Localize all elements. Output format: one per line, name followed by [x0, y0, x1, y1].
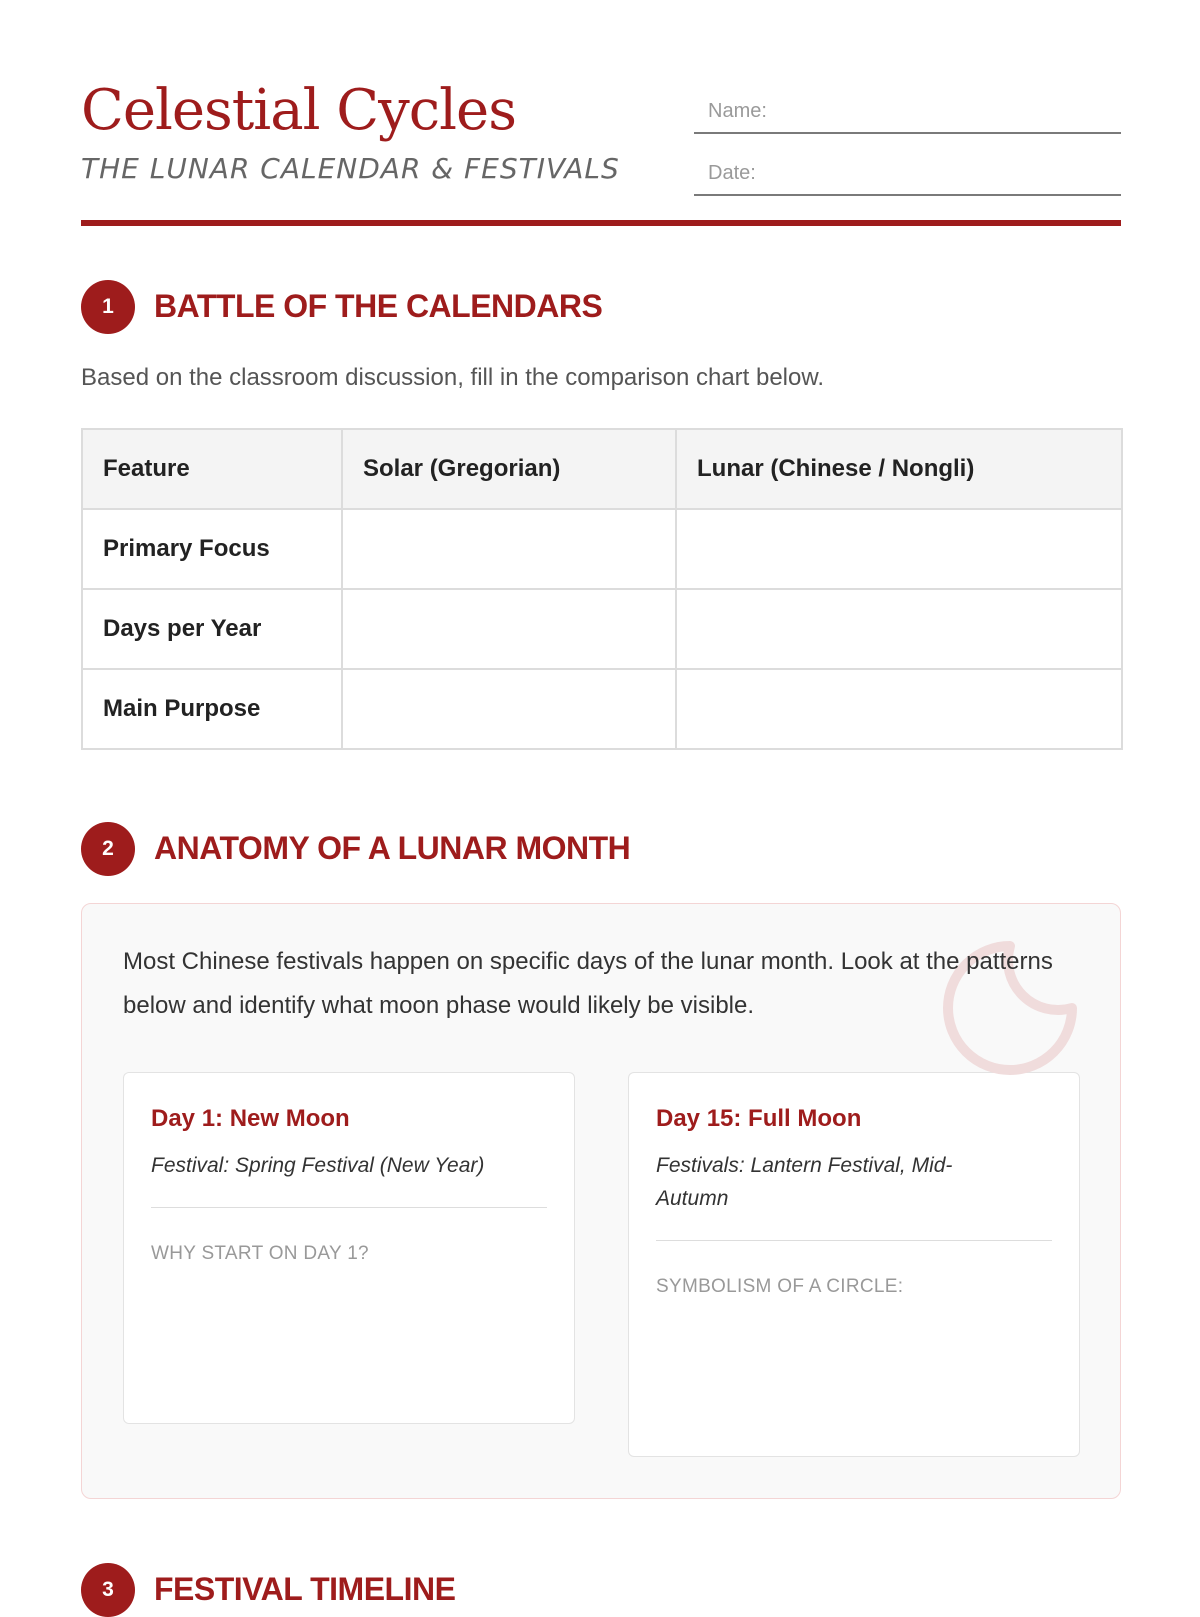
section-title: FESTIVAL TIMELINE — [154, 1571, 456, 1607]
section-title: BATTLE OF THE CALENDARS — [154, 288, 603, 324]
lunar-month-panel — [81, 903, 1121, 1499]
section-number-badge: 3 — [81, 1563, 135, 1617]
new-moon-card — [123, 1072, 575, 1424]
table-row — [82, 509, 1122, 589]
column-header: Lunar (Chinese / Nongli) — [676, 429, 1122, 509]
section-number-badge: 2 — [81, 822, 135, 876]
card-divider — [656, 1240, 1052, 1241]
card-divider — [151, 1207, 547, 1208]
header-divider — [81, 220, 1121, 226]
name-field[interactable] — [694, 86, 1121, 134]
column-header: Feature — [82, 429, 342, 509]
card-festival: Festivals: Lantern Festival, Mid-Autumn — [656, 1154, 953, 1210]
page-subtitle: THE LUNAR CALENDAR & FESTIVALS — [81, 152, 620, 185]
date-label: Date: — [708, 162, 756, 184]
section-3-heading — [81, 1563, 1121, 1617]
table-header-row — [82, 429, 1122, 509]
column-header: Solar (Gregorian) — [342, 429, 676, 509]
card-festival: Festival: Spring Festival (New Year) — [151, 1154, 485, 1177]
card-question: WHY START ON DAY 1? — [151, 1243, 369, 1264]
card-title: Day 1: New Moon — [151, 1105, 350, 1132]
row-label: Main Purpose — [82, 669, 342, 749]
section-number-badge: 1 — [81, 280, 135, 334]
card-title: Day 15: Full Moon — [656, 1105, 862, 1132]
name-label: Name: — [708, 100, 767, 122]
answer-cell[interactable] — [676, 669, 1122, 749]
answer-cell[interactable] — [676, 589, 1122, 669]
answer-cell[interactable] — [342, 669, 676, 749]
table-row — [82, 669, 1122, 749]
comparison-table — [81, 428, 1123, 750]
panel-description: Most Chinese festivals happen on specific days of the lunar month. Look at the patterns below and identify what moon phase would likely be visible. — [123, 948, 1053, 1019]
answer-cell[interactable] — [676, 509, 1122, 589]
section-2-heading — [81, 822, 1121, 876]
row-label: Primary Focus — [82, 509, 342, 589]
answer-area[interactable] — [151, 1278, 547, 1398]
section-title: ANATOMY OF A LUNAR MONTH — [154, 830, 631, 866]
answer-cell[interactable] — [342, 589, 676, 669]
page-title: Celestial Cycles — [81, 78, 516, 143]
section-1-instructions: Based on the classroom discussion, fill in the comparison chart below. — [81, 364, 825, 391]
answer-area[interactable] — [656, 1311, 1052, 1431]
row-label: Days per Year — [82, 589, 342, 669]
worksheet-header — [81, 78, 1121, 228]
card-question: SYMBOLISM OF A CIRCLE: — [656, 1276, 904, 1297]
full-moon-card — [628, 1072, 1080, 1457]
table-row — [82, 589, 1122, 669]
date-field[interactable] — [694, 148, 1121, 196]
section-1-heading — [81, 280, 1121, 334]
answer-cell[interactable] — [342, 509, 676, 589]
